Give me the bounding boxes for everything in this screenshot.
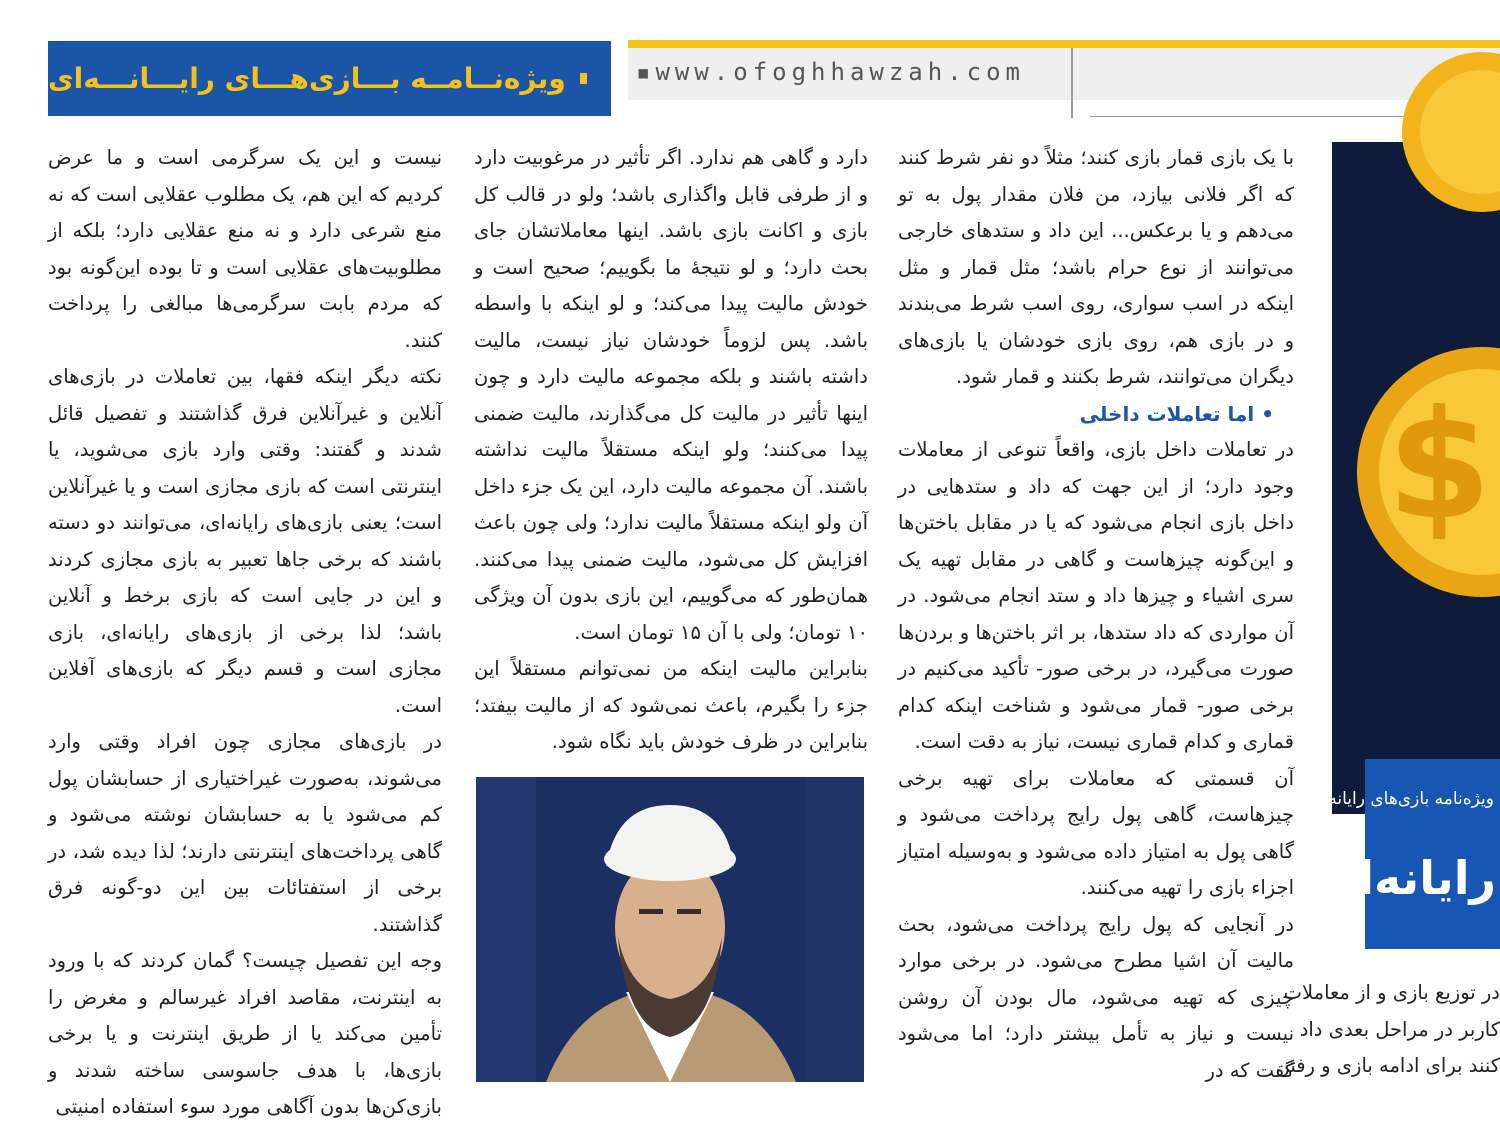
section-banner: [48, 41, 611, 116]
header-accent-rule: [628, 40, 1500, 48]
paragraph: در تعاملات داخل بازی، واقعاً تنوعی از معاملات وجود دارد؛ از این جهت که داد و ستدهایی در داخل بازی انجام می‌شود که یا در مقابل باختن‌ها و این‌گونه چیزهاست و گاهی در مقابل تهیه یک سری اشیاء و چیزها داد و ستد انجام می‌شود. در آن مواردی که داد ستدها، بر اثر باختن‌ها و بردن‌ها صورت می‌گیرد، در برخی صور- تأکید می‌کنیم در برخی صور- قمار می‌شود و شناخت اینکه کدام قماری و کدام قماری نیست، نیاز به دقت است.: [898, 438, 1294, 753]
cover-image: [1332, 142, 1500, 814]
paragraph: در آنجایی که پول رایج پرداخت می‌شود، بحث مالیت آن اشیا مطرح می‌شود. در برخی موارد چیزی که تهیه می‌شود، مال بودن آن روشن نیست و نیاز به تأمل بیشتر دارد؛ اما می‌شود گفت که در: [898, 912, 1294, 1082]
paragraph: دارد و گاهی هم ندارد. اگر تأثیر در مرغوبیت دارد و از طرفی قابل واگذاری باشد؛ ولو در قالب کل بازی و اکانت بازی باشد. اینها معاملاتشان جای بحث دارد؛ و لو نتیجهٔ ما بگوییم؛ صحیح است و خودش مالیت پیدا می‌کند؛ و لو اینکه با واسطه باشد. پس لزوماً خودشان نیاز نیست، مالیت داشته باشند و بلکه مجموعه مالیت دارد و چون اینها تأثیر در مالیت کل می‌گذارند، مالیت ضمنی پیدا می‌کنند؛ ولو اینکه مستقلاً مالیت نداشته باشند. آن مجموعه مالیت دارد، این یک جزء داخل آن ولو اینکه مستقلاً مالیت ندارد؛ ولی چون باعث افزایش کل می‌شود، مالیت ضمنی پیدا می‌کنند. همان‌طور که می‌گوییم، این بازی بدون آن ویژگی ۱۰ تومان؛ ولی با آن ۱۵ تومان است.: [474, 146, 868, 644]
divider: [1071, 48, 1073, 118]
paragraph: بنابراین مالیت اینکه من نمی‌توانم مستقلاً این جزء را بگیرم، باعث نمی‌شود که از مالیت بیفتد؛ بنابراین در ظرف خودش باید نگاه شود.: [474, 657, 868, 753]
article-column-2: [474, 140, 868, 761]
text-line: کنند برای ادامه بازی و رفتن: [1275, 1054, 1500, 1077]
subheading: • اما تعاملات داخلی: [1079, 401, 1274, 426]
paragraph: آن قسمتی که معاملات برای تهیه برخی چیزهاست، گاهی پول رایج پرداخت می‌شود و گاهی پول به امتیاز داده می‌شود و به‌وسیله امتیاز اجزاء بازی را تهیه می‌کنند.: [898, 766, 1294, 899]
paragraph: با یک بازی قمار بازی کنند؛ مثلاً دو نفر شرط کنند که اگر فلانی بیازد، من فلان مقدار پول به تو می‌دهم و یا برعکس... این داد و ستدهای خارجی می‌توانند از نوع حرام باشد؛ مثل قمار و مثل اینکه در اسب سواری، روی اسب شرط می‌بندند و در بازی هم، روی بازی خودشان یا بازی‌های دیگران می‌توانند، شرط بکنند و قمار شود.: [898, 146, 1294, 388]
paragraph: وجه این تفصیل چیست؟ گمان کردند که با ورود به اینترنت، مقاصد افراد غیرسالم و مغرض را تأمین می‌کند یا از طریق اینترنت و یا برخی بازی‌ها، با هدف جاسوسی ساخته شدند و بازی‌کن‌ها بدون آگاهی مورد سوء استفاده امنیتی: [48, 949, 442, 1118]
section-title: ویژه‌نــامــه بـــازی‌هـــای رایـــانـــه‌ای: [48, 62, 566, 95]
cover-caption: [1304, 759, 1500, 949]
paragraph: نیست و این یک سرگرمی است و ما عرض کردیم که این هم، یک مطلوب عقلایی است که نه منع شرعی دارد و نه منع عقلایی دارد؛ بلکه از مطلوبیت‌های عقلایی است و تا بوده این‌گونه بود که مردم بابت سرگرمی‌ها مبالغی را پرداخت کنند.: [48, 146, 442, 352]
text-line: کاربر در مراحل بعدی داد: [1299, 1017, 1500, 1041]
paragraph: نکته دیگر اینکه فقها، بین تعاملات در بازی‌های آنلاین و غیرآنلاین فرق گذاشتند و تفصیل قائل شدند و گفتند: وقتی وارد بازی می‌شوید، یا اینترنتی است که بازی مجازی است و یا غیرآنلاین است؛ یعنی بازی‌های رایانه‌ای، می‌توانند دو دسته باشند که برخی جاها تعبیر به بازی مجازی کردند و این در جایی است که بازی برخط و آنلاین باشد؛ لذا برخی از بازی‌های رایانه‌ای، بازی مجازی است و قسم دیگر که بازی‌های آفلاین است.: [48, 365, 442, 717]
cover-caption-title: رایانه‌ای: [1316, 851, 1496, 905]
author-portrait-photo: [476, 777, 864, 1082]
paragraph: در بازی‌های مجازی چون افراد وقتی وارد می‌شوند، به‌صورت غیراختیاری از حسابشان پول کم می‌شود یا به حسابشان نوشته می‌شود و گاهی پرداخت‌های اینترنتی دارند؛ لذا دیده شد، در برخی از استفتائات بین این دو-گونه فرق گذاشتند.: [48, 730, 442, 936]
svg-text:$: $: [1387, 379, 1492, 553]
article-column-1: [898, 140, 1294, 1089]
bullet-square-icon: [580, 73, 587, 84]
website-url: ▪www.ofoghhawzah.com: [636, 58, 1025, 86]
text-line: در توزیع بازی و از معاملات: [1283, 981, 1500, 1004]
article-column-3: [48, 140, 442, 1126]
cover-caption-subtitle: ویژه‌نامه بازی‌های رایانه ای: [1304, 789, 1494, 809]
adjacent-column-text: [1275, 975, 1500, 1085]
